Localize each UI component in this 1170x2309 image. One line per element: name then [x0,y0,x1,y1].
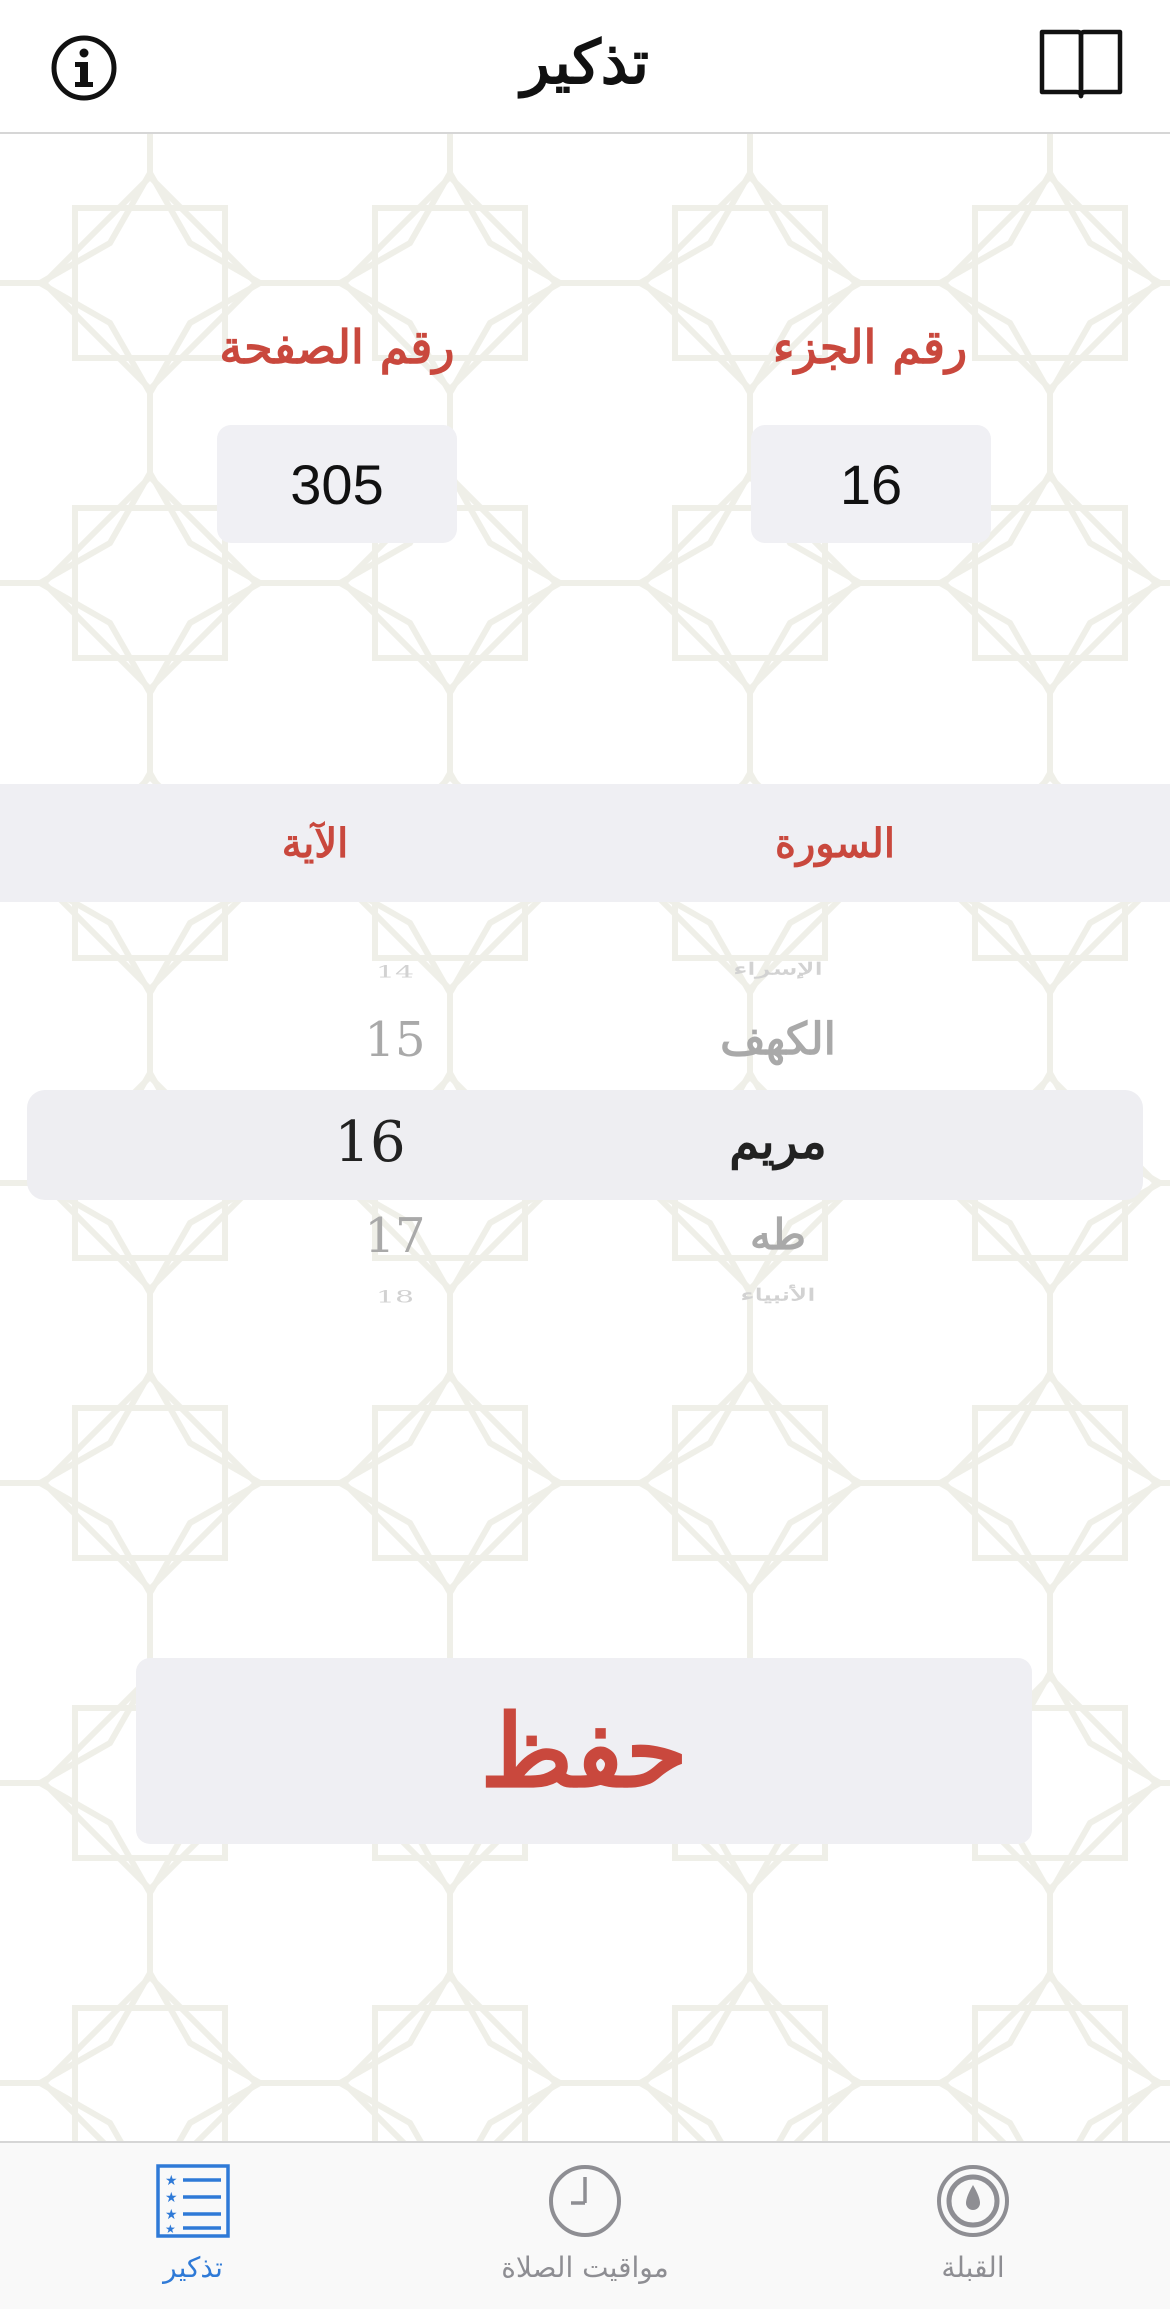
ayah-wheel-item[interactable]: 18 [375,1287,415,1308]
picker-header [0,784,1170,902]
tab-reminder[interactable] [43,2143,343,2309]
surah-wheel-item[interactable]: طه [750,1210,806,1259]
surah-wheel-item[interactable]: الأنبياء [740,1285,816,1306]
tab-label: القبلة [941,2251,1005,2284]
surah-wheel-item[interactable]: الكهف [720,1014,836,1065]
juz-number-label: رقم الجزء [772,320,968,374]
navigation-bar [0,0,1170,134]
juz-number-field[interactable]: 16 [751,425,991,543]
surah-column-header: السورة [775,819,895,867]
clock-icon [547,2163,623,2239]
svg-text:★: ★ [165,2222,176,2236]
compass-icon [935,2163,1011,2239]
tab-label: تذكير [163,2251,223,2284]
ayah-wheel-item[interactable]: 14 [375,962,415,983]
surah-ayah-picker[interactable] [0,950,1170,1330]
book-icon[interactable] [1038,26,1124,102]
save-button[interactable]: حفظ [136,1658,1032,1844]
tab-bar [0,2141,1170,2309]
tab-qibla[interactable] [823,2143,1123,2309]
list-icon [155,2163,231,2239]
page-title: تذكير [521,28,649,98]
picker-selection-highlight [27,1090,1143,1200]
page-number-label: رقم الصفحة [219,320,455,374]
ayah-wheel-item-selected[interactable]: 16 [334,1110,406,1175]
ayah-wheel-item[interactable]: 15 [364,1012,426,1068]
surah-wheel-item-selected[interactable]: مريم [729,1114,827,1170]
svg-text:★: ★ [165,2207,178,2223]
ayah-wheel-item[interactable]: 17 [364,1208,426,1264]
surah-wheel-item[interactable]: الإسراء [733,959,823,980]
tab-prayer-times[interactable] [435,2143,735,2309]
tab-label: مواقيت الصلاة [501,2251,669,2284]
ayah-column-header: الآية [281,819,349,867]
page-number-field[interactable]: 305 [217,425,457,543]
svg-text:★: ★ [165,2173,178,2189]
svg-text:★: ★ [165,2190,178,2206]
